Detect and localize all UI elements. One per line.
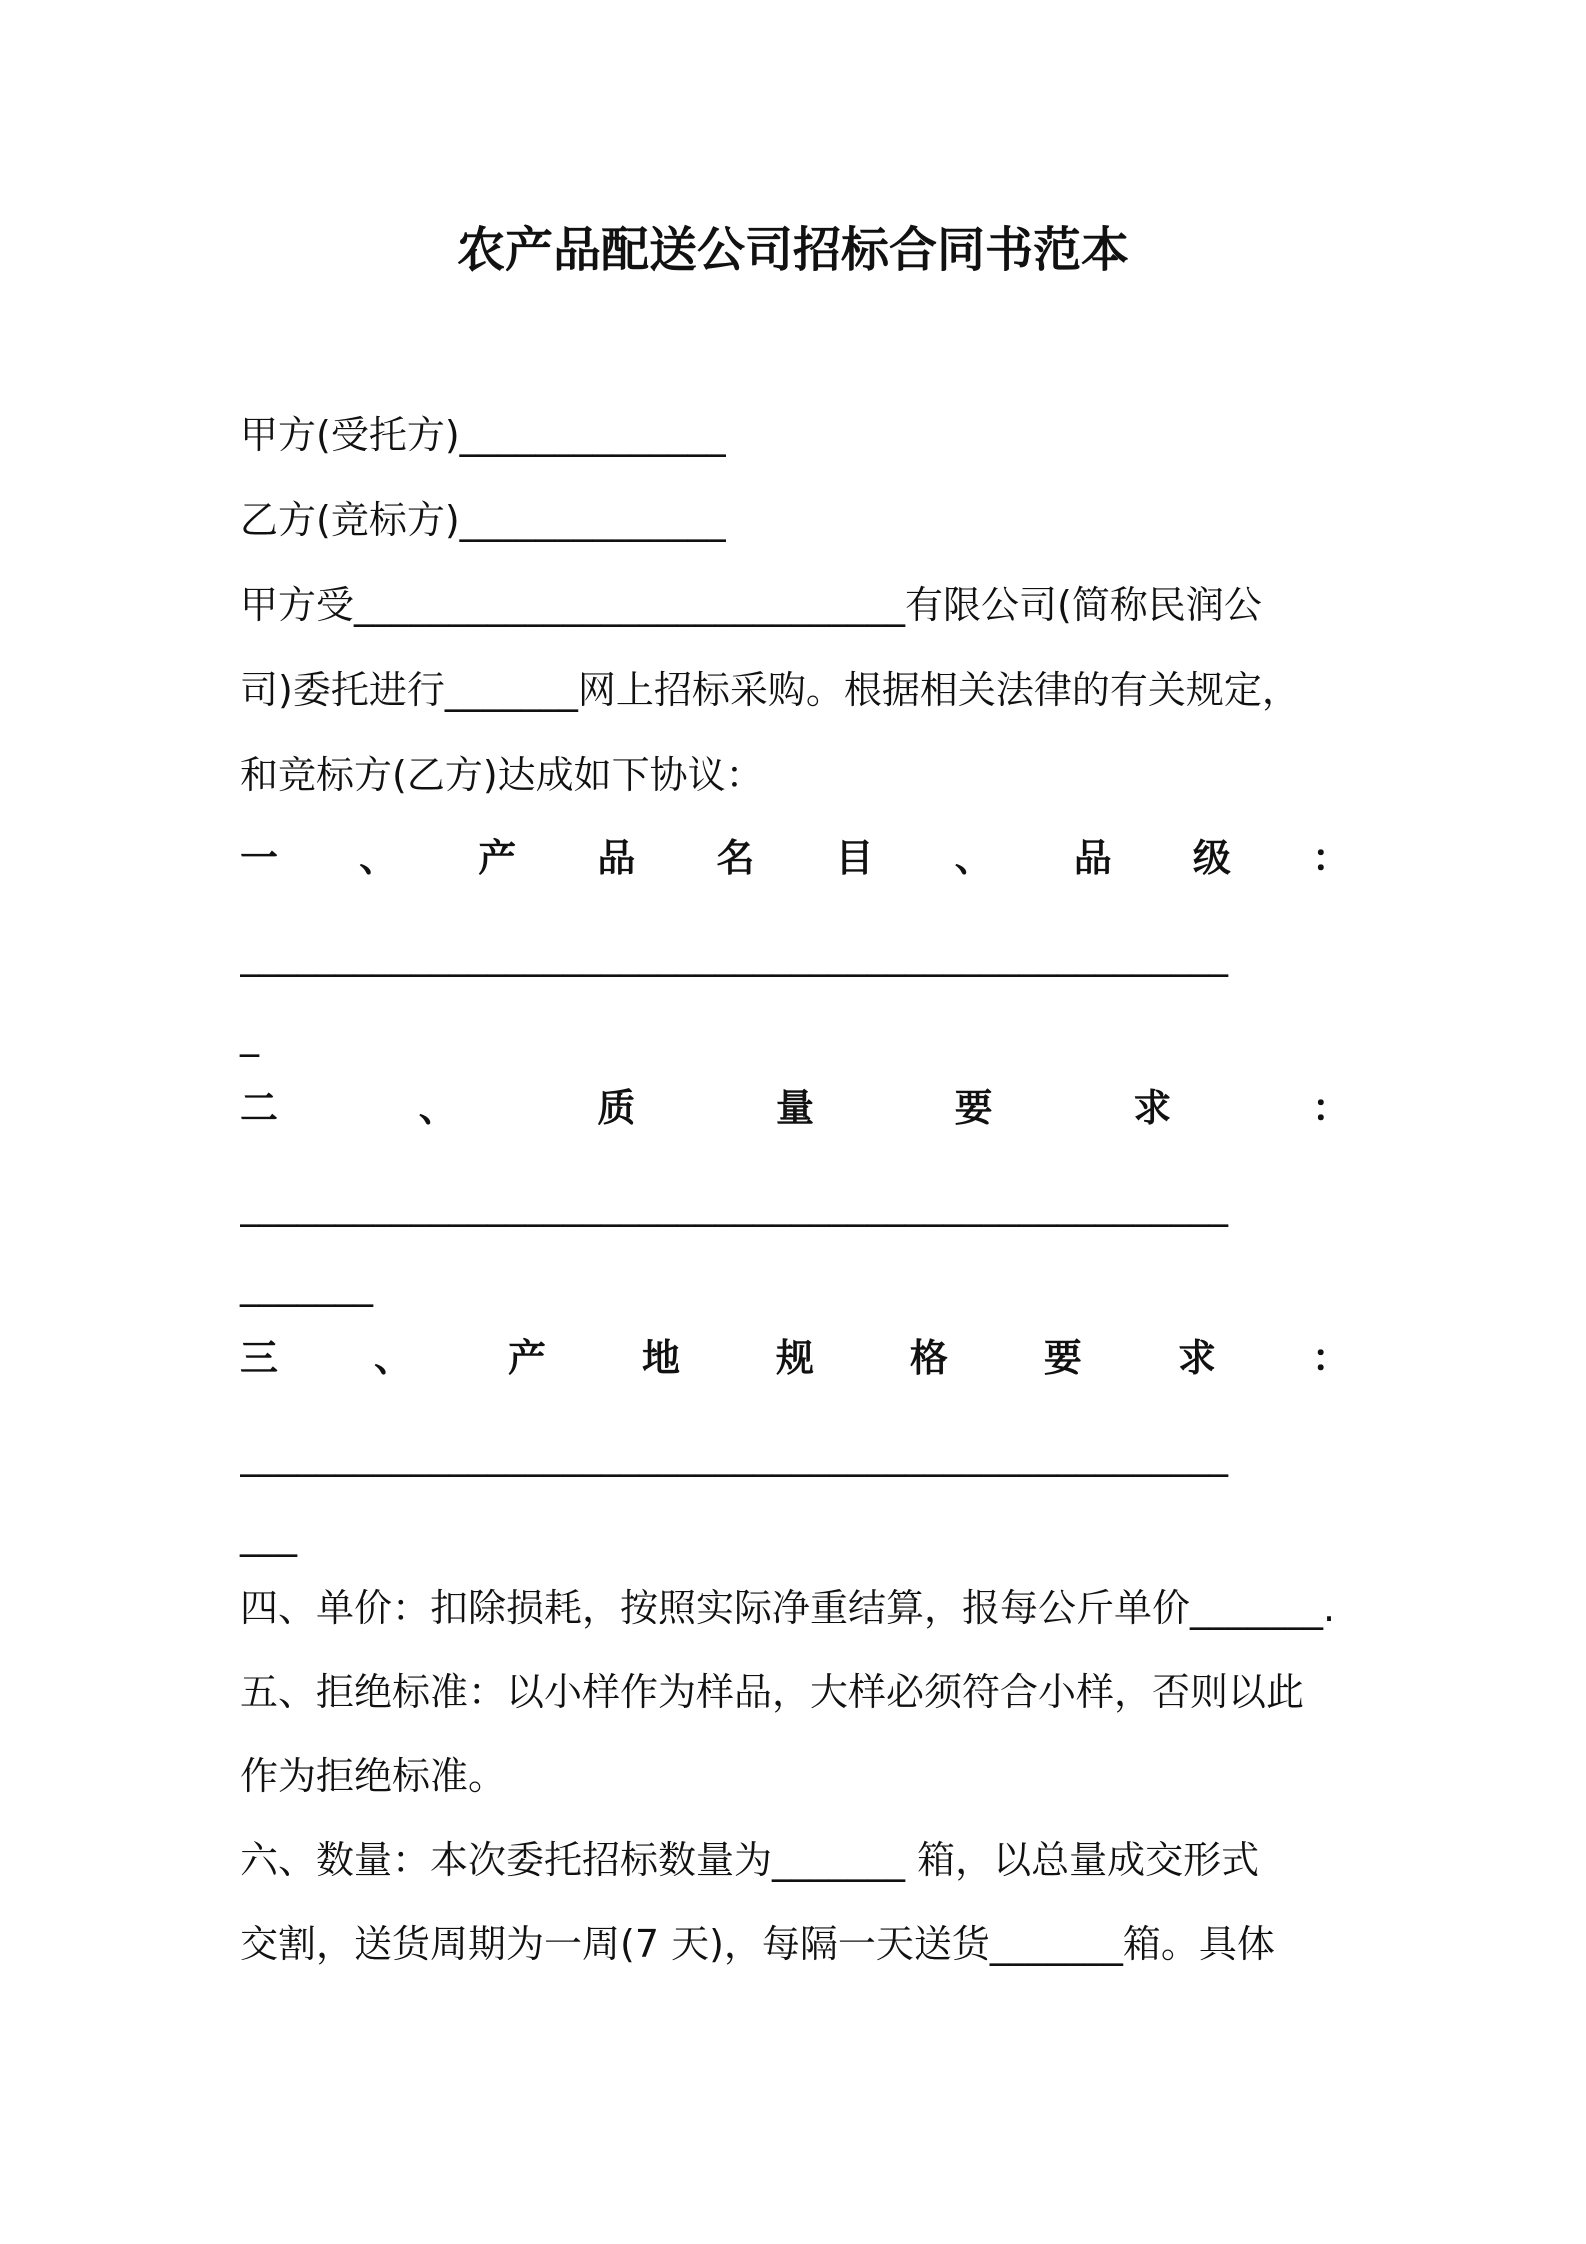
- heading-char: 地: [641, 1336, 680, 1380]
- section-4-unit-price: 四、单价：扣除损耗，按照实际净重结算，报每公斤单价_______.: [240, 1586, 1336, 1630]
- section-6-line-2: 交割，送货周期为一周(7 天)，每隔一天送货_______箱。具体: [240, 1922, 1275, 1966]
- section-3-blank-continued: ___: [240, 1513, 297, 1557]
- heading-char: 二: [240, 1086, 279, 1130]
- heading-char: 质: [597, 1086, 636, 1130]
- heading-char: 、: [359, 836, 398, 880]
- heading-char: 三: [240, 1336, 279, 1380]
- heading-char: 、: [373, 1336, 412, 1380]
- section-1-blank-continued: _: [240, 1013, 259, 1057]
- heading-char: 一: [240, 836, 279, 880]
- heading-char: ：: [1311, 1086, 1350, 1130]
- heading-char: 名: [716, 836, 755, 880]
- section-2-heading: [240, 1078, 1350, 1138]
- section-6-line-1: 六、数量：本次委托招标数量为_______ 箱，以总量成交形式: [240, 1838, 1260, 1882]
- heading-char: 、: [954, 836, 993, 880]
- heading-char: 品: [1073, 836, 1112, 880]
- heading-char: 目: [835, 836, 874, 880]
- heading-char: 产: [478, 836, 517, 880]
- section-5-line-1: 五、拒绝标准：以小样作为样品，大样必须符合小样，否则以此: [240, 1670, 1305, 1714]
- section-2-blank-continued: _______: [240, 1263, 373, 1307]
- heading-char: 级: [1192, 836, 1231, 880]
- heading-char: ：: [1311, 836, 1350, 880]
- party-a-line: 甲方(受托方)______________: [240, 413, 726, 457]
- heading-char: 求: [1177, 1336, 1216, 1380]
- document-title: 农产品配送公司招标合同书范本: [456, 222, 1129, 278]
- intro-line-1: 甲方受_____________________________有限公司(简称民润公: [240, 583, 1262, 627]
- heading-char: 求: [1133, 1086, 1172, 1130]
- heading-char: 格: [909, 1336, 948, 1380]
- intro-line-2: 司)委托进行_______网上招标采购。根据相关法律的有关规定，: [240, 668, 1300, 712]
- heading-char: 产: [507, 1336, 546, 1380]
- heading-char: ：: [1311, 1336, 1350, 1380]
- heading-char: 品: [597, 836, 636, 880]
- section-5-line-2: 作为拒绝标准。: [240, 1754, 507, 1798]
- heading-char: 要: [954, 1086, 993, 1130]
- heading-char: 规: [775, 1336, 814, 1380]
- section-1-heading: [240, 828, 1350, 888]
- section-3-blank: ____________________________________________________: [240, 1433, 1228, 1477]
- party-b-line: 乙方(竞标方)______________: [240, 498, 726, 542]
- intro-line-3: 和竞标方(乙方)达成如下协议：: [240, 753, 764, 797]
- section-3-heading: [240, 1328, 1350, 1388]
- section-2-blank: ____________________________________________________: [240, 1183, 1228, 1227]
- heading-char: 要: [1043, 1336, 1082, 1380]
- heading-char: 、: [418, 1086, 457, 1130]
- heading-char: 量: [775, 1086, 814, 1130]
- section-1-blank: ____________________________________________________: [240, 933, 1228, 977]
